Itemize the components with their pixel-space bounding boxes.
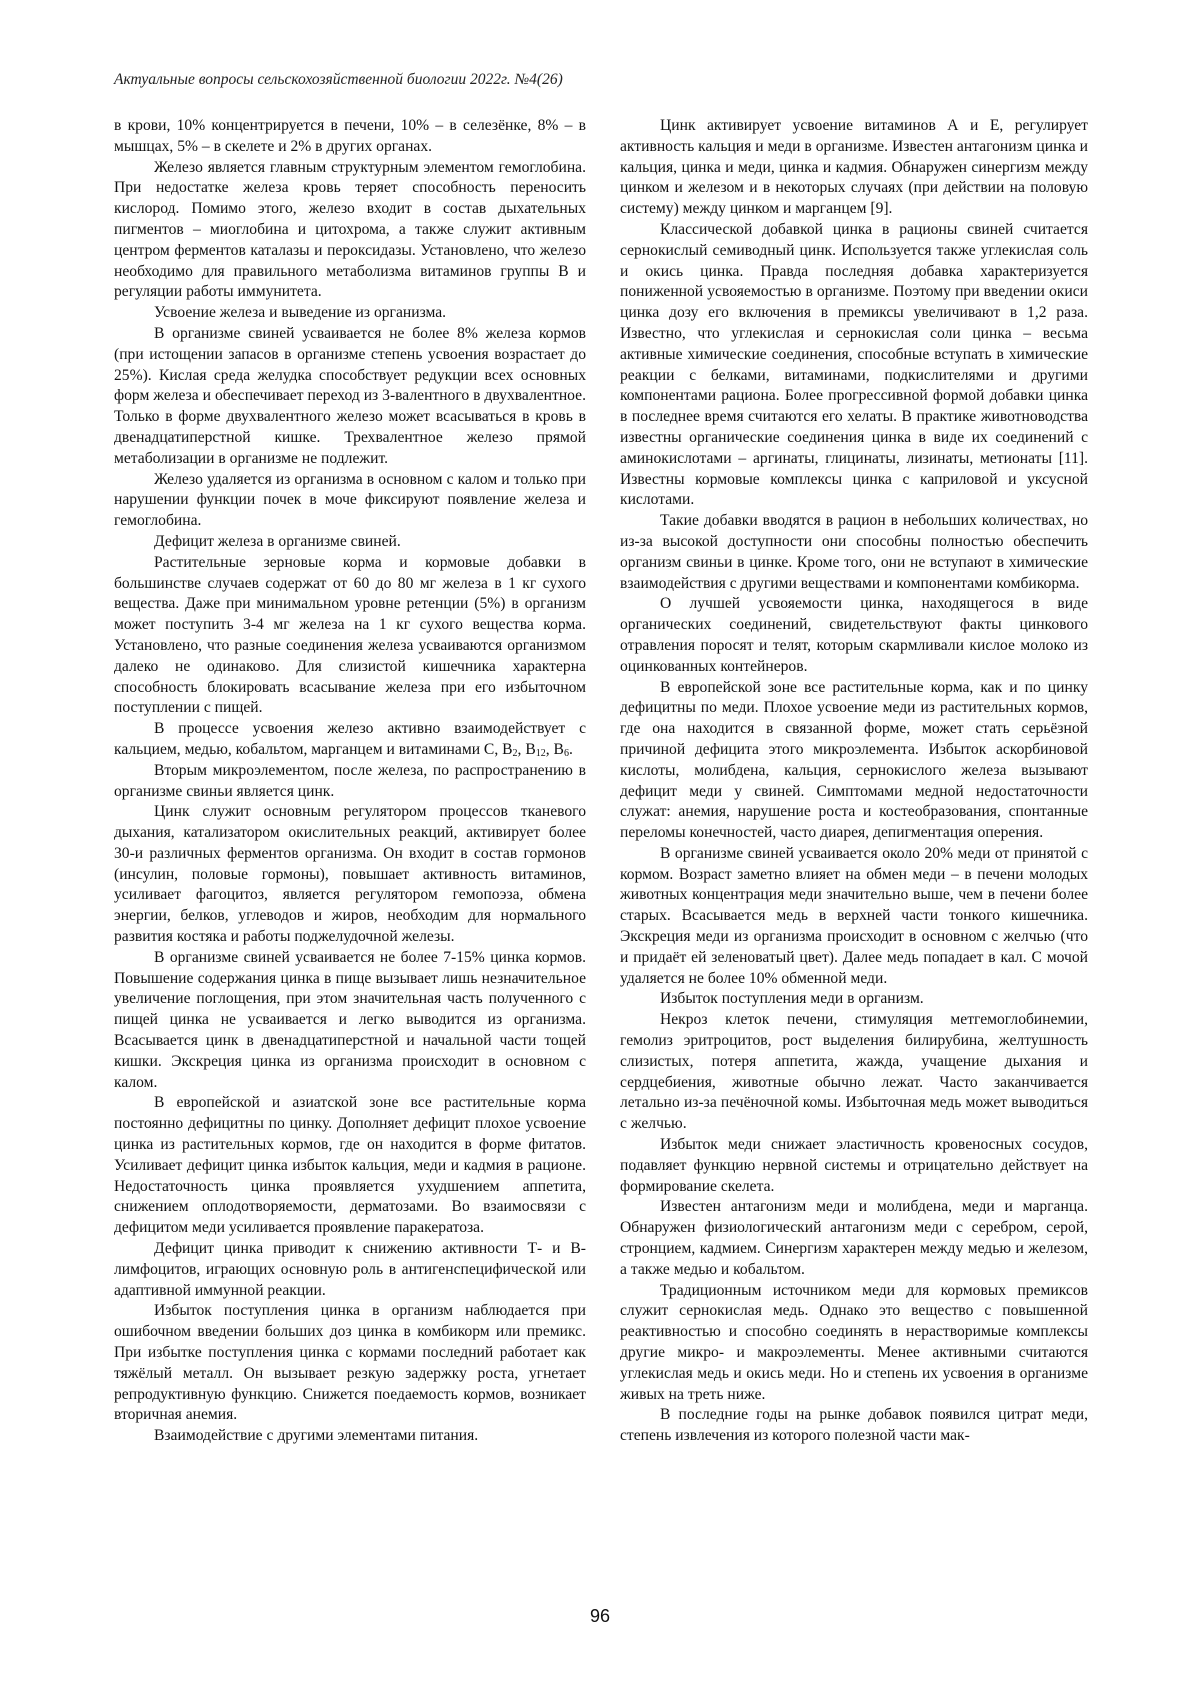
paragraph: Растительные зерновые корма и кормовые добавки в большинстве случаев содержат от 60 до 80 мг железа в 1 кг сухого вещества. Даже при минимальном уровне ретенции (5%) в организм может поступить 3-4 мг железа на 1 кг сухого вещества корма. Установлено, что разные соединения железа усваиваются организмом далеко не одинаково. Для слизистой кишечника характерна способность блокировать всасывание железа при его избыточном поступлении с пищей. (114, 553, 586, 717)
paragraph-text: В процессе усвоения железо активно взаимодействует с кальцием, медью, кобальтом, марганцем и витаминами С, (114, 720, 586, 758)
paragraph: Дефицит цинка приводит к снижению активности Т- и В-лимфоцитов, играющих основную роль в антигенспецифической или адаптивной иммунной реакции. (114, 1240, 586, 1299)
paragraph: Традиционным источником меди для кормовых премиксов служит сернокислая медь. Однако это вещество с повышенной реактивностью и способно соединять в нерастворимые комплексы другие микро- и макроэлементы. Менее активными считаются углекислая медь и окись меди. Но и степень их усвоения в организме живых на треть ниже. (620, 1281, 1088, 1403)
paragraph: Цинк служит основным регулятором процессов тканевого дыхания, катализатором окислительных реакций, активирует более 30-и различных ферментов организма. Он входит в состав гормонов (инсулин, половые гормоны), повышает активность витаминов, усиливает фагоцитоз, является регулятором гемопоэза, обмена энергии, белков, углеводов и жиров, необходим для нормального развития костяка и работы поджелудочной железы. (114, 803, 586, 946)
paragraph: В европейской и азиатской зоне все растительные корма постоянно дефицитны по цинку. Дополняет дефицит плохое усвоение цинка из растительных кормов, где он находится в форме фитатов. Усиливает дефицит цинка избыток кальция, меди и кадмия в рационе. Недостаточность цинка проявляется ухудшением аппетита, снижением оплодотворяемости, дерматозами. Во взаимосвязи с дефицитом меди усиливается проявление паракератоза. (114, 1094, 586, 1237)
vitamin-b2: $B_2$ (502, 740, 518, 759)
paragraph: В европейской зоне все растительные корма, как и по цинку дефицитны по меди. Плохое усвоение меди из растительных кормов, где она находится в связанной форме, может стать серьёзной причиной дефицита этого микроэлемента. Избыток аскорбиновой кислоты, молибдена, кальция, сернокислого железа вызывают дефицит меди у свиней. Симптомами медной недостаточности служат: анемия, нарушение роста и костеобразования, спонтанные переломы конечностей, часто диарея, депигментация оперения. (620, 678, 1088, 842)
paragraph: Избыток меди снижает эластичность кровеносных сосудов, подавляет функцию нервной системы и отрицательно действует на формирование скелета. (620, 1136, 1088, 1195)
left-column (114, 116, 586, 1447)
paragraph: Известен антагонизм меди и молибдена, меди и марганца. Обнаружен физиологический антагонизм меди с серебром, серой, стронцием, кадмием. Синергизм характерен между медью и железом, а также медью и кобальтом. (620, 1198, 1088, 1278)
paragraph: Железо является главным структурным элементом гемоглобина. При недостатке железа кровь теряет способность переносить кислород. Помимо этого, железо входит в состав дыхательных пигментов – миоглобина и цитохрома, а также служит активным центром ферментов каталазы и пероксидазы. Установлено, что железо необходимо для правильного метаболизма витаминов группы В и регуляции работы иммунитета. (114, 158, 586, 301)
section-heading: Избыток поступления меди в организм. (660, 990, 924, 1008)
paragraph: В организме свиней усваивается около 20% меди от принятой с кормом. Возраст заметно влияет на обмен меди – в печени молодых животных концентрация меди значительно выше, чем в печени более старых. Всасывается медь в верхней части тонкого кишечника. Экскреция меди из организма происходит в основном с желчью (что и придаёт ей зеленоватый цвет). Далее медь попадает в кал. С мочой удаляется не более 10% обменной меди. (620, 844, 1088, 987)
paragraph: Некроз клеток печени, стимуляция метгемоглобинемии, гемолиз эритроцитов, рост выделения билирубина, желтушность слизистых, потеря аппетита, жажда, учащение дыхания и сердцебиения, животные обычно лежат. Часто заканчивается летально из-за печёночной комы. Избыточная медь может выводиться с желчью. (620, 1011, 1088, 1133)
section-heading: Взаимодействие с другими элементами питания. (154, 1427, 479, 1445)
paragraph: Такие добавки вводятся в рацион в небольших количествах, но из-за высокой доступности они способны полностью обеспечить организм свиньи в цинке. Кроме того, они не вступают в химические взаимодействия с другими веществами и компонентами комбикорма. (620, 512, 1088, 592)
paragraph: В организме свиней усваивается не более 8% железа кормов (при истощении запасов в организме степень усвоения возрастает до 25%). Кислая среда желудка способствует редукции всех основных форм железа и обеспечивает переход из 3-валентного в двухвалентное. Только в форме двухвалентного железо может всасываться в кровь в двенадцатиперстной кишке. Трехвалентное железо прямой метаболизации в организме не подлежит. (114, 324, 586, 467)
section-heading: Усвоение железа и выведение из организма. (154, 304, 447, 322)
paragraph: Избыток поступления цинка в организм наблюдается при ошибочном введении больших доз цинка в комбикорм или премикс. При избытке поступления цинка с кормами последний работает как тяжёлый металл. Он вызывает резкую задержку роста, угнетает репродуктивную функцию. Снижется поедаемость кормов, возникает вторичная анемия. (114, 1302, 586, 1424)
vitamin-b6: $B_6$ (553, 740, 569, 759)
paragraph: О лучшей усвояемости цинка, находящегося в виде органических соединений, свидетельствуют факты цинкового отравления поросят и телят, которым скармливали кислое молоко из оцинкованных контейнеров. (620, 595, 1088, 675)
right-column (620, 116, 1088, 1447)
paragraph: Цинк активирует усвоение витаминов А и Е, регулирует активность кальция и меди в организме. Известен антагонизм цинка и кальция, цинка и меди, цинка и кадмия. Обнаружен синергизм между цинком и железом и в некоторых случаях (при действии на половую систему) между цинком и марганцем [9]. (620, 117, 1088, 218)
running-header: Актуальные вопросы сельскохозяйственной биологии 2022г. №4(26) (114, 71, 563, 88)
paragraph: Железо удаляется из организма в основном с калом и только при нарушении функции почек в моче фиксируют появление железа и гемоглобина. (114, 470, 586, 530)
vitamin-b12: $B_{12}$ (525, 740, 546, 759)
paragraph: В организме свиней усваивается не более 7-15% цинка кормов. Повышение содержания цинка в пище вызывает лишь незначительное увеличение поглощения, при этом значительная часть полученного с пищей цинка не усваивается и легко выводится из организма. Всасывается цинк в двенадцатиперстной и начальной части тощей кишки. Экскреция цинка из организма происходит в основном с калом. (114, 948, 586, 1091)
paragraph: В процессе усвоения железо активно взаимодействует с кальцием, медью, кобальтом, марганцем и витаминами С, $B_2$, $B_{12}$, $B_6$. (114, 720, 586, 759)
paragraph: Классической добавкой цинка в рационы свиней считается сернокислый семиводный цинк. Используется также углекислая соль и окись цинка. Правда последняя добавка характеризуется пониженной усвояемостью в организме. Поэтому при введении окиси цинка дозу его включения в премиксы увеличивают в 1,2 раза. Известно, что углекислая и сернокислая соли цинка – весьма активные химические соединения, способные вступать в химические реакции с белками, витаминами, подкислителями и другими компонентами рациона. Более прогрессивной формой добавки цинка в последнее время считаются его хелаты. В практике животноводства известны органические соединения цинка в виде их соединений с аминокислотами – аргинаты, глицинаты, лизинаты, метионаты [11]. Известны кормовые комплексы цинка с каприловой и уксусной кислотами. (620, 220, 1088, 509)
paragraph: в крови, 10% концентрируется в печени, 10% – в селезёнке, 8% – в мышцах, 5% – в скелете и 2% в других органах. (114, 117, 586, 155)
page-number: 96 (589, 1606, 611, 1626)
paragraph: В последние годы на рынке добавок появился цитрат меди, степень извлечения из которого полезной части мак- (620, 1406, 1088, 1445)
paragraph: Вторым микроэлементом, после железа, по распространению в организме свиньи является цинк. (114, 761, 586, 800)
section-heading: Дефицит железа в организме свиней. (154, 532, 401, 550)
